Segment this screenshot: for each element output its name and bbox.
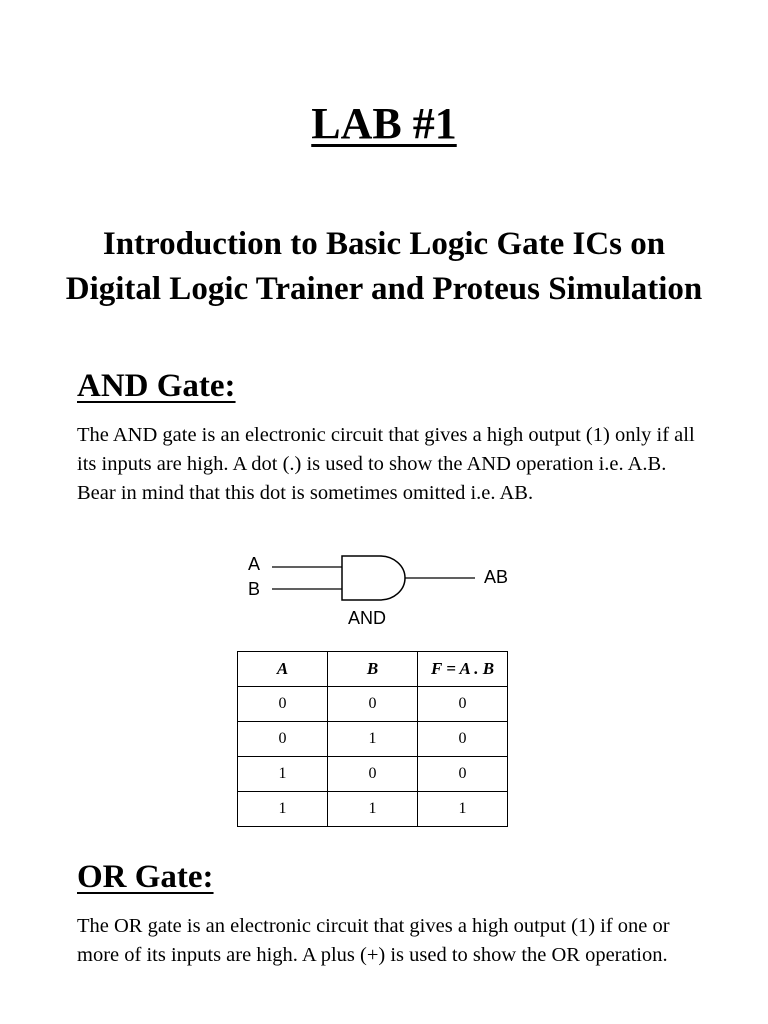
table-cell: 1 bbox=[238, 757, 328, 792]
diagram-input-a-label: A bbox=[248, 554, 261, 574]
table-cell: 0 bbox=[418, 757, 508, 792]
table-cell: 0 bbox=[328, 687, 418, 722]
diagram-gate-label: AND bbox=[348, 608, 387, 628]
table-cell: 0 bbox=[238, 722, 328, 757]
table-cell: 0 bbox=[418, 687, 508, 722]
table-row bbox=[238, 792, 508, 827]
or-gate-heading: OR Gate: bbox=[77, 859, 214, 895]
table-row bbox=[238, 757, 508, 792]
and-gate-heading: AND Gate: bbox=[77, 368, 236, 404]
truth-table-header-b: B bbox=[328, 652, 418, 687]
table-cell: 0 bbox=[418, 722, 508, 757]
truth-table-header-f: F = A . B bbox=[418, 652, 508, 687]
lab-title: LAB #1 bbox=[311, 99, 457, 148]
diagram-output-label: AB bbox=[484, 567, 509, 587]
table-cell: 1 bbox=[238, 792, 328, 827]
table-cell: 1 bbox=[328, 722, 418, 757]
table-cell: 0 bbox=[328, 757, 418, 792]
and-truth-table bbox=[237, 651, 508, 827]
truth-table-header-row bbox=[238, 652, 508, 687]
table-cell: 1 bbox=[328, 792, 418, 827]
and-gate-paragraph: The AND gate is an electronic circuit that gives a high output (1) only if all its inputs are high. A dot (.) is used to show the AND operation i.e. A.B. Bear in mind that this dot is sometimes omitted i.e. AB. bbox=[77, 424, 695, 504]
table-cell: 0 bbox=[238, 687, 328, 722]
table-row bbox=[238, 687, 508, 722]
table-cell: 1 bbox=[418, 792, 508, 827]
main-title: Introduction to Basic Logic Gate ICs on Digital Logic Trainer and Proteus Simulation bbox=[65, 226, 703, 307]
and-gate-symbol bbox=[342, 556, 405, 600]
or-gate-paragraph: The OR gate is an electronic circuit that gives a high output (1) if one or more of its inputs are high. A plus (+) is used to show the OR operation. bbox=[77, 915, 670, 966]
table-row bbox=[238, 722, 508, 757]
and-gate-diagram bbox=[240, 550, 530, 630]
truth-table-header-a: A bbox=[238, 652, 328, 687]
diagram-input-b-label: B bbox=[248, 579, 261, 599]
